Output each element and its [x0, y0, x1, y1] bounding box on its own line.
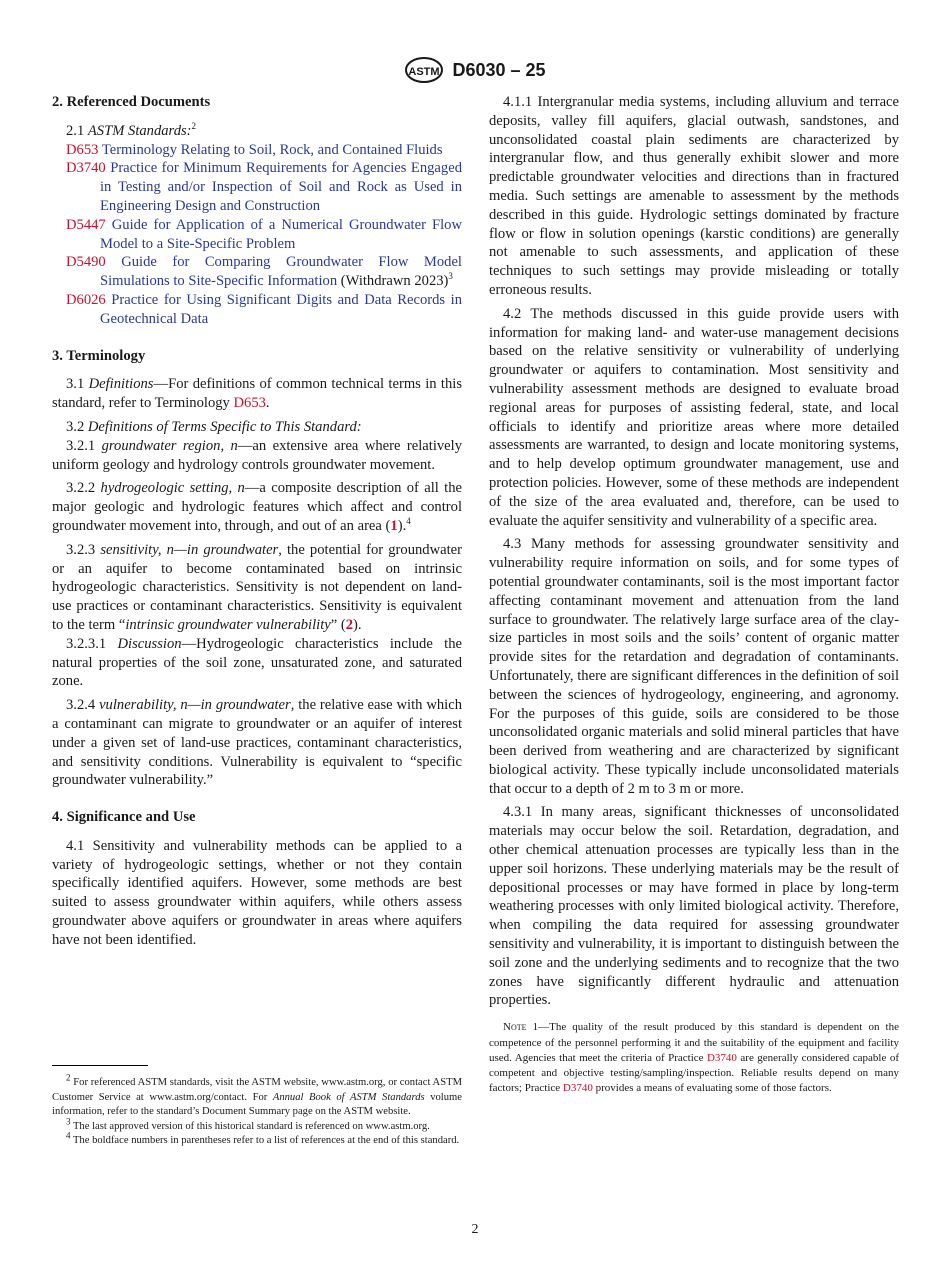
reference-title-link[interactable]: Practice for Using Significant Digits and Data Records in Geotechnical Data: [100, 291, 462, 327]
section-2-heading: 2. Referenced Documents: [52, 94, 211, 110]
reference-code-link[interactable]: D653: [66, 141, 99, 158]
note-1: Note 1—The quality of the result produced by this standard is dependent on the competence of the personnel performing it and the suitability of the equipment and facility used. Agencies that meet the criteria of Practice D3740 are generally considered capable of competent and objective testing/sampling/inspection. Reliable results depend on many factors; Practice D3740 provides a means of evaluating some of those factors.: [489, 1021, 899, 1095]
note-label: Note 1: [503, 1021, 539, 1034]
reference-title-link[interactable]: Practice for Minimum Requirements for Agencies Engaged in Testing and/or Inspection of Soil and Rock as Used in Engineering Design and Construction: [100, 160, 462, 214]
reference-list: [52, 141, 462, 329]
footnote-divider: [52, 1065, 148, 1066]
para-3-1: 3.1 Definitions—For definitions of common technical terms in this standard, refer to Terminology D653.: [52, 376, 463, 412]
para-4-1-1: 4.1.1 Intergranular media systems, including alluvium and terrace deposits, valley fill aquifers, glacial outwash, sandstones, and unconsolidated coastal plain sediments are characterized by intergranular flow, and thus generally exhibit slower and more predictable groundwater velocities and directions than in fractured media. Such settings are amenable to assessment by the methods described in this guide. Hydrologic settings dominated by fracture flow or flow in solution openings (karstic conditions) are generally not amenable to such assessments, and application of these techniques to such settings may provide misleading or totally erroneous results.: [489, 94, 899, 298]
reference-title-link[interactable]: Guide for Application of a Numerical Groundwater Flow Model to a Site-Specific Problem: [100, 216, 462, 252]
para-3-2-3: 3.2.3 sensitivity, n—in groundwater, the potential for groundwater or an aquifer to become contaminated based on intrinsic hydrogeologic characteristics. Sensitivity is not dependent on land-use practices or contaminant characteristics. Sensitivity is equivalent to the term “intrinsic groundwater vulnerability” (2).: [52, 541, 462, 633]
reference-code-link[interactable]: D5447: [66, 216, 106, 233]
footnote-3: $^3$ The last approved version of this historical standard is referenced on www.astm.org.: [66, 1115, 430, 1132]
para-4-1: 4.1 Sensitivity and vulnerability methods can be applied to a variety of hydrogeologic settings, whether or not they contain specifically identified aquifers. However, some methods are best suited to assess groundwater within aquifers, while others assess groundwater above aquifers or groundwater in areas where aquifers have not been identified.: [52, 837, 462, 948]
para-3-2: 3.2 Definitions of Terms Specific to This Standard:: [66, 418, 362, 435]
reference-item: D5490 Guide for Comparing Groundwater Flow Model Simulations to Site-Specific Information (Withdrawn 2023)$^3$: [66, 254, 462, 290]
left-column: [52, 93, 462, 955]
reference-item: [52, 141, 462, 160]
link-d3740-b[interactable]: D3740: [562, 1082, 593, 1095]
link-d653[interactable]: D653: [233, 395, 266, 412]
reference-title-link[interactable]: Guide for Comparing Groundwater Flow Model Simulations to Site-Specific Information: [100, 254, 462, 290]
ref-link-1[interactable]: 1: [390, 517, 398, 534]
reference-code-link[interactable]: D3740: [66, 160, 106, 177]
page-number: 2: [471, 1222, 479, 1237]
footnote-4: $^4$ The boldface numbers in parentheses refer to a list of references at the end of this standard.: [66, 1130, 460, 1146]
para-4-3: 4.3 Many methods for assessing groundwater sensitivity and vulnerability require information on soils, and for some types of potential groundwater contaminants, soil is the most important factor affecting contaminant movement and attenuation from the land surface to groundwater. The relatively large surface area of the clay-size particles in most soils and the soils’ content of organic matter provide sites for the retardation and degradation of contaminants. Unfortunately, there are significant differences in the definition of soil between the sciences of hydrogeology, engineering, and agronomy. For the purposes of this guide, soils are considered to be those unconsolidated organic materials and solid mineral particles that have been derived from weathering and are characterized by significant biological activity. These typically include unconsolidated materials that occur to a depth of 2 m to 3 m or more.: [489, 536, 899, 797]
para-3-2-2: 3.2.2 hydrogeologic setting, n—a composite description of all the major geologic and hydrologic features which affect and control groundwater movement into, through, and out of an area (1).$^4$: [52, 480, 462, 534]
para-3-2-1: 3.2.1 groundwater region, n—an extensive area where relatively uniform geology and hydrology controls groundwater movement.: [52, 437, 462, 473]
footnotes: [52, 1072, 462, 1149]
link-d3740-a[interactable]: D3740: [706, 1051, 737, 1064]
para-3-2-3-1: 3.2.3.1 Discussion—Hydrogeologic characteristics include the natural properties of the soil zone, unsaturated zone, and saturated zone.: [52, 635, 463, 690]
reference-title-link[interactable]: Terminology Relating to Soil, Rock, and Contained Fluids: [101, 141, 443, 158]
section-4-heading: 4. Significance and Use: [52, 809, 196, 826]
section-3-heading: 3. Terminology: [52, 347, 146, 364]
right-column: [489, 93, 899, 1097]
para-2-1: 2.1 ASTM Standards:$^2$: [66, 120, 197, 139]
svg-text:ASTM: ASTM: [408, 66, 441, 78]
astm-logo-icon: [404, 56, 444, 84]
reference-item: [52, 291, 462, 329]
ref-link-2[interactable]: 2: [345, 616, 354, 633]
document-id: D6030 – 25: [452, 59, 546, 80]
reference-item: [52, 216, 462, 254]
para-3-2-4: 3.2.4 vulnerability, n—in groundwater, the relative ease with which a contaminant can migrate to groundwater or an aquifer of interest under a given set of land-use practices, contaminant characteristics, and sensitivity conditions. Vulnerability is equivalent to “specific groundwater vulnerability.”: [52, 697, 462, 789]
reference-item: [52, 159, 462, 215]
page-header: [0, 56, 950, 84]
reference-code-link[interactable]: D6026: [66, 291, 106, 308]
footnote-2: $^2$ For referenced ASTM standards, visit the ASTM website, www.astm.org, or contact ASTM Customer Service at www.astm.org/contact. For Annual Book of ASTM Standards volume information, refer to the standard’s Document Summary page on the ASTM website.: [52, 1072, 462, 1117]
para-4-2: 4.2 The methods discussed in this guide provide users with information for making land- and water-use management decisions based on the relative sensitivity or vulnerability of underlying groundwater or aquifers to contamination. Most sensitivity and vulnerability assessment methods are designed to evaluate broad regional areas for purposes of assisting federal, state, and local officials to identify and prioritize areas where more detailed assessments are warranted, to design and locate monitoring systems, and to help develop optimum groundwater management, use and protection policies. However, some of these methods are independent of the size of the area evaluated and, therefore, can be used to evaluate the aquifer sensitivity and vulnerability of a specific area.: [489, 305, 899, 529]
para-4-3-1: 4.3.1 In many areas, significant thicknesses of unconsolidated materials may occur below the soil. Retardation, degradation, and other chemical attenuation processes are typically less than in the upper soil horizons. These underlying materials may be the result of depositional processes or may have formed in place by long-term weathering processes with only limited biological activity. Therefore, when compiling the data required for assessing groundwater sensitivity and vulnerability, it is important to distinguish between the soil zone and the underlying sediments and to recognize that the two zones have significantly different hydraulic and attenuation properties.: [489, 804, 899, 1009]
reference-code-link[interactable]: D5490: [66, 254, 106, 271]
